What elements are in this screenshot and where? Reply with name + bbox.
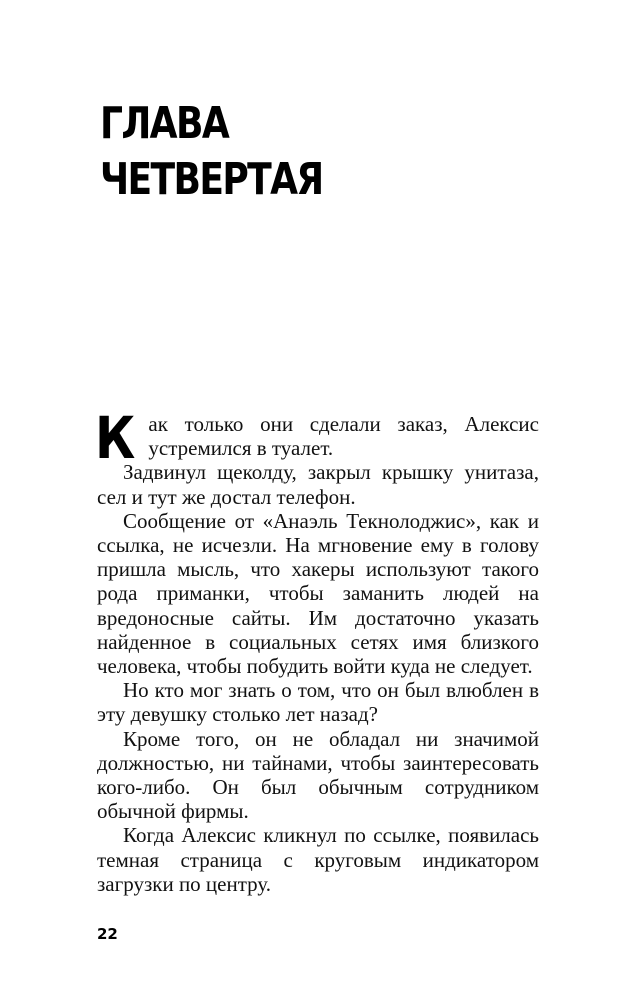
chapter-title-line-2: ЧЕТВЕРТАЯ [100,154,323,205]
paragraph-6: Когда Алексис кликнул по ссылке, появилась темная страница с круговым индикатором загрузки по центру. [97,823,539,896]
chapter-title [100,96,323,208]
page-number: 22 [97,925,118,943]
drop-cap: К [95,404,136,472]
chapter-title-line-1: ГЛАВА [100,98,229,149]
paragraph-1 [95,404,539,472]
paragraph-1-text: ак только они сделали заказ, Алексис устремился в туалет. [148,412,539,461]
paragraph-4: Но кто мог знать о том, что он был влюблен в эту девушку столько лет назад? [97,678,539,727]
chapter-body [95,404,539,896]
paragraph-5: Кроме того, он не обладал ни значимой должностью, ни тайнами, чтобы заинтересовать кого-либо. Он был обычным сотрудником обычной фирмы. [97,726,539,824]
paragraph-2: Задвинул щеколду, закрыл крышку унитаза, сел и тут же достал телефон. [97,460,539,509]
paragraph-3: Сообщение от «Анаэль Текнолоджис», как и ссылка, не исчезли. На мгновение ему в голову пришла мысль, что хакеры используют такого рода приманки, чтобы заманить людей на вредоносные сайты. Им достаточно указать найденное в социальных сетях имя близкого человека, чтобы побудить войти куда не следует. [97,508,539,679]
